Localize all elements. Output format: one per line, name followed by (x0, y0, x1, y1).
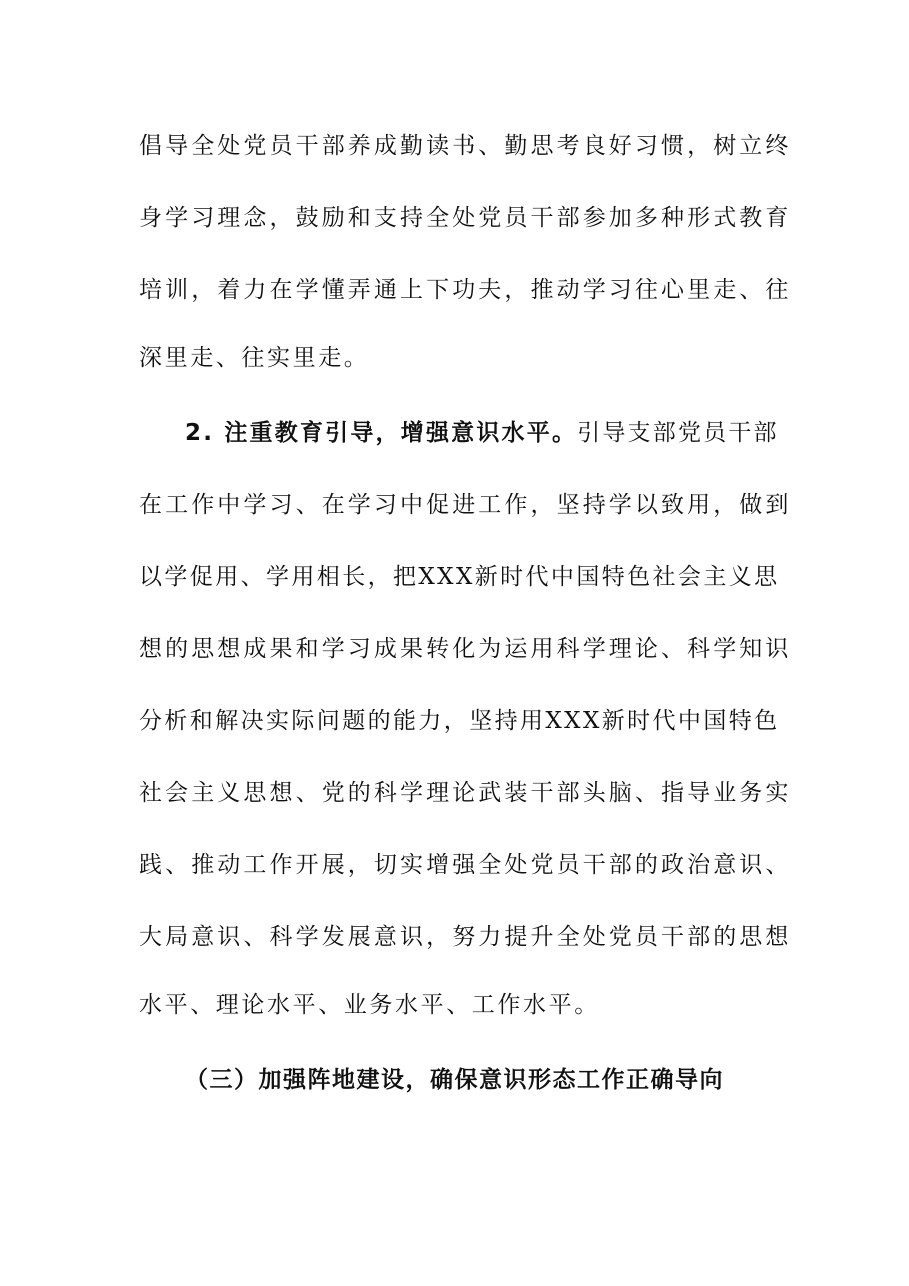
paragraph-line: 培训，着力在学懂弄通上下功夫，推动学习往心里走、往 (139, 277, 792, 303)
paragraph-line: 在工作中学习、在学习中促进工作，坚持学以致用，做到 (139, 492, 792, 518)
paragraph-line: 践、推动工作开展，切实增强全处党员干部的政治意识、 (139, 852, 792, 878)
paragraph-line: 社会主义思想、党的科学理论武装干部头脑、指导业务实 (139, 780, 792, 806)
paragraph-line: 身学习理念，鼓励和支持全处党员干部参加多种形式教育 (139, 205, 792, 231)
paragraph-line: 想的思想成果和学习成果转化为运用科学理论、科学知识 (139, 636, 792, 662)
paragraph-line: 大局意识、科学发展意识，努力提升全处党员干部的思想 (139, 924, 792, 950)
section-heading: （三）加强阵地建设，确保意识形态工作正确导向 (185, 1067, 724, 1093)
subsection-heading: 2. 注重教育引导，增强意识水平。 (185, 420, 578, 446)
paragraph-line: 以学促用、学用相长，把XXX新时代中国特色社会主义思 (139, 564, 780, 590)
paragraph-line: 深里走、往实里走。 (139, 345, 370, 371)
paragraph-line: 分析和解决实际问题的能力，坚持用XXX新时代中国特色 (139, 708, 780, 734)
paragraph-line: 倡导全处党员干部养成勤读书、勤思考良好习惯，树立终 (139, 133, 792, 159)
paragraph-first-line (185, 417, 779, 449)
paragraph-line: 水平、理论水平、业务水平、工作水平。 (139, 992, 600, 1018)
paragraph-text: 引导支部党员干部 (577, 420, 779, 446)
